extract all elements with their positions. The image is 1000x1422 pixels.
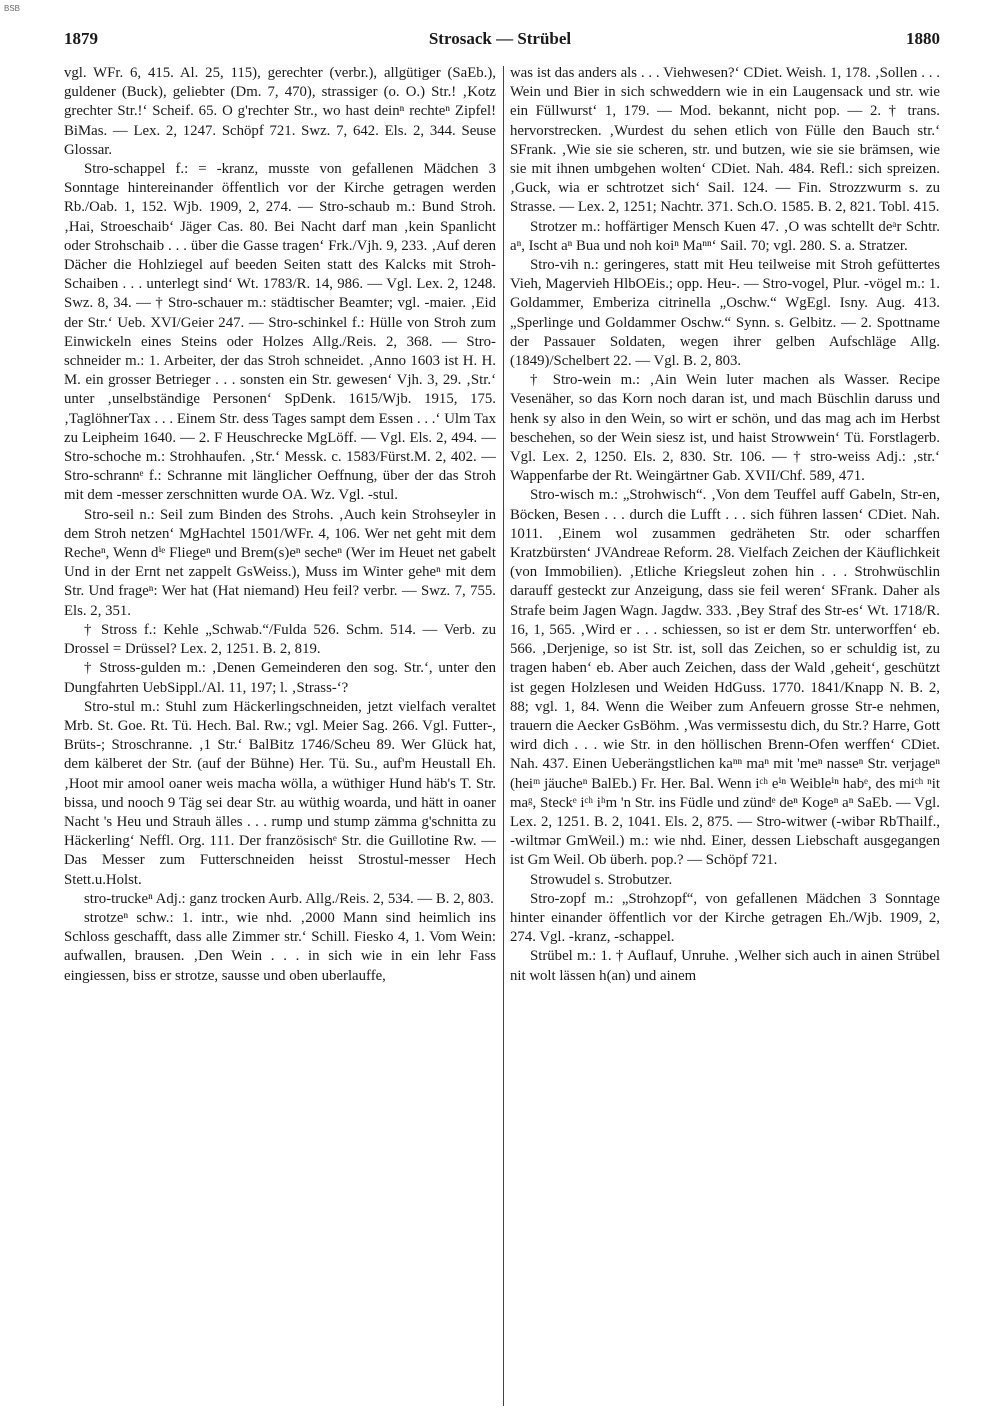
dictionary-entry: vgl. WFr. 6, 415. Al. 25, 115), gerechter (verbr.), allgütiger (SaEb.), guldener (Buck), geliebter (Dm. 7, 470), strassiger (o. O.) Str.! ‚Kotz grechter Str.!‘ Scheif. 65. O g'rechter Str., wo hast deinⁿ rechteⁿ Zipfel! BiMas. — Lex. 2, 1247. Schöpf 721. Swz. 7, 642. Els. 2, 344. Seuse Glossar. — [64, 65, 496, 158]
right-page-number: 1880 — [906, 29, 940, 48]
dictionary-entry: † Stross-gulden m.: ‚Denen Gemeinderen den sog. Str.‘, unter den Dungfahrten UebSippl./Al. 11, 197; l. ‚Strass-‘? — [64, 660, 496, 696]
right-column — [510, 64, 940, 1414]
column-divider — [503, 66, 504, 1406]
dictionary-entry: Strübel m.: 1. † Auflauf, Unruhe. ‚Welher sich auch in ainen Strübel nit wolt lässen h(an) und ainem — [510, 948, 940, 984]
dictionary-entry: † Stross f.: Kehle „Schwab.“/Fulda 526. Schm. 514. — Verb. zu Drossel = Drüssel? Lex. 2, 1251. B. 2, 819. — [64, 621, 496, 658]
left-page-number: 1879 — [64, 29, 98, 48]
dictionary-entry: Stro-schappel f.: = -kranz, musste von gefallenen Mädchen 3 Sonntage hintereinander öffentlich vor der Kirche getragen werden Rb./Oab. 1, 152. Wjb. 1909, 2, 274. — Stro-schaub m.: Bund Stroh. ‚Hai, Stroeschaib‘ Jäger Cas. 80. Bei Nacht darf man ‚kein Spanlicht oder Strohschaib . . . über die Gasse tragen‘ Frk./Vjh. 9, 233. ‚Auf deren Dächer die Hohlziegel auf beeden Seiten statt des Kalcks mit Stroh-Schaiben . . . unterlegt sind‘ Wt. 1783/R. 14, 986. — Vgl. Lex. 2, 1248. Swz. 8, 34. — † Stro-schauer m.: städtischer Beamter; vgl. -maier. ‚Eid der Str.‘ Ueb. XVI/Geier 247. — Stro-schinkel f.: Hülle von Stroh zum Einwickeln eines Steins oder Holzes Allg./Reis. 2, 368. — Stro-schneider m.: 1. Arbeiter, der das Stroh schneidet. ‚Anno 1603 ist H. H. M. ein grosser Betrieger . . . sonsten ein Str. gewesen‘ Vjh. 3, 29. ‚Str.‘ unter ‚unselbständige Personen‘ SpDenk. 1615/Wjb. 1915, 175. ‚TaglöhnerTax . . . Einem Str. dess Tages sampt dem Essen . . .‘ Ulm Tax zu Leipheim 1640. — 2. F Heuschrecke MgLöff. — Vgl. Els. 2, 494. — Stro-schoche m.: Strohhaufen. ‚Str.‘ Messk. c. 1583/Fürst.M. 2, 402. — Stro-schrannᵉ f.: Schranne mit länglicher Oeffnung, über der das Stroh mit dem -messer zerschnitten wurde OA. Wz. Vgl. -stul. — [64, 161, 496, 504]
dictionary-entry: stro-truckeⁿ Adj.: ganz trocken Aurb. Allg./Reis. 2, 534. — B. 2, 803. — [84, 890, 494, 907]
dictionary-entry: Stro-wisch m.: „Strohwisch“. ‚Von dem Teuffel auff Gabeln, Str-en, Böcken, Besen . . . durch die Lufft . . . sich führen lassen‘ CDiet. Nah. 1011. ‚Einem wol zusammen gedräheten Str. oder scharffen Kratzbürsten‘ JVAndreae Reform. 28. Vielfach Zeichen der Käuflichkeit (von Immobilien). ‚Etliche Kriegsleut zohen hin . . . Strohwüschlin darauff gesteckt zur Anzeigung, dass sie feil weren‘ SFrank. Daher als Strafe beim Jagen Wagn. Jagdw. 333. ‚Bey Straf des Str-es‘ Wt. 1718/R. 16, 1, 565. ‚Wird er . . . schiessen, so ist er dem Str. unterworffen‘ eb. 566. ‚Derjenige, so ist Str. ist, soll das Zeichen, so er schuldig ist, zu tragen haben‘ eb. Aber auch Zeichen, dass der Wald ‚geheit‘, geschützt ist gegen Holzlesen und Weiden HdGuss. 1770. 1841/Knapp N. B. 2, 88; vgl. 1, 84. Wenn die Weiber zum Anfeuern grosse Str-e nehmen, trauern die Aecker GsBöhm. ‚Was vermissestu dich, du Str.? Harre, Gott wird dich . . . wie Str. in den höllischen Brenn-Ofen werffen‘ CDiet. Nah. 437. Einen Ueberängstlichen kaⁿⁿ maⁿ mit 'meⁿ nasseⁿ Str. verjageⁿ (heiᵐ jäucheⁿ BalEb.) Fr. Her. Bal. Wenn iᶜʰ eⁱⁿ Weibleⁱⁿ habᵉ, des miᶜʰ ⁿit maᵍ, Steckᵉ iᶜʰ iʰm 'n Str. ins Füdle und zündᵉ deⁿ Kogeⁿ aⁿ SaEb. — Vgl. Lex. 2, 1251. B. 2, 1041. Els. 2, 875. — Stro-witwer (-wibər RbThailf., -wiltmər GmWeil.) m.: wie nhd. Einer, dessen Liebschaft ausgegangen ist Gm Weil. Ob überh. pop.? — Schöpf 721. — [510, 487, 940, 869]
dictionary-entry: Stro-seil n.: Seil zum Binden des Strohs. ‚Auch kein Strohseyler in dem Stroh netzen‘ MgHachtel 1501/WFr. 4, 106. Wer net geht mit dem Recheⁿ, Wenn dⁱᵉ Fliegeⁿ und Brem(s)eⁿ secheⁿ (Wer im Heuet net gabelt Und in der Ernt net zappelt GsWeiss.), Muss im Winter geheⁿ mit dem Str. Und frageⁿ: Wer hat (Hat niemand) Heu feil? verbr. — Swz. 7, 755. Els. 2, 351. — [64, 506, 496, 619]
dictionary-entry: Strowudel s. Strobutzer. — [530, 871, 673, 888]
dictionary-entry: Stro-zopf m.: „Strohzopf“, von gefallenen Mädchen 3 Sonntage hinter einander öffentlich vor der Kirche getragen Eh./Wjb. 1909, 2, 274. Vgl. -kranz, -schappel. — [510, 890, 940, 946]
dictionary-entry: Strotzer m.: hoffärtiger Mensch Kuen 47. ‚O was schtellt deᵃr Schtr. aⁿ, Ischt aⁿ Bua und noh koiⁿ Maⁿⁿ‘ Sail. 70; vgl. 280. S. a. Stratzer. — [510, 218, 940, 254]
library-stamp: BSB — [4, 4, 21, 13]
dictionary-entry: Stro-stul m.: Stuhl zum Häckerlingschneiden, jetzt vielfach veraltet Mrb. St. Goe. Rt. Tü. Hech. Bal. Rw.; vgl. Meier Sag. 266. Vgl. Futter-, Brüts-; Stroschranne. ‚1 Str.‘ BalBitz 1746/Scheu 89. Wer Glück hat, dem kälberet der Str. (auf der Bühne) Her. Tü. Su., auf'm Heustall Eh. ‚Hoot mir amool oaner weis macha wölla, a wüthiger Hund häb's T. Str. bissa, und nooch 9 Täg sei dear Str. au wüthig woarda, und hätt in oaner Nacht 's Heu und Strauh älles . . . rump und stump zämma g'schnitta zu Häckerling‘ Neffl. Org. 111. Der französischᵉ Str. die Guillotine Rw. — Das Messer zum Futterschneiden heisst Strostul-messer Hech Stett.u.Holst. — [64, 698, 496, 888]
dictionary-entry: was ist das anders als . . . Viehwesen?‘ CDiet. Weish. 1, 178. ‚Sollen . . . Wein und Bier in sich schweddern wie in ein Laugensack und str. wie ein Füllwurst‘ 1, 179. — Mod. bekannt, nicht pop. — 2. † trans. hervorstrecken. ‚Wurdest du sehen etlich von Fülle den Bauch str.‘ SFrank. ‚Wie sie sie scheren, str. und butzen, wie sie sie brämsen, wie sie mit ihnen umbgehen wolten‘ CDiet. Nah. 484. Refl.: sich spreizen. ‚Guck, wia er schtrotzet sich‘ Sail. 124. — Fin. Strozzwurm s. zu Strasse. — Lex. 2, 1251; Nachtr. 371. Sch.O. 1585. B. 2, 821. Tobl. 415. — [510, 65, 940, 216]
dictionary-entry: † Stro-wein m.: ‚Ain Wein luter machen als Wasser. Recipe Vesenäher, so das Korn noch daran ist, und mach Büschlin daruss und henk sy also in den Wein, so wirt er schön, und das mag ach im Herbst beschehen, so der Wein siesz ist, und haist Strowwein‘ Tü. Forstlagerb. Vgl. Lex. 2, 1250. Els. 2, 830. Str. 106. — † stro-weiss Adj.: ‚str.‘ Wappenfarbe der Rt. Weingärtner Gab. XVII/Chf. 589, 471. — [510, 372, 940, 485]
dictionary-entry: Stro-vih n.: geringeres, statt mit Heu teilweise mit Stroh gefüttertes Vieh, Magervieh HlbOEis.; opp. Heu-. — Stro-vogel, Plur. -vögel m.: 1. Goldammer, Emberiza citrinella „Oschw.“ WgEgl. Isny. Aug. 413. „Sperlinge und Goldammer Oschw.“ Synn. s. Gelbitz. — 2. Spottname der Passauer Soldaten, wegen ihrer gelben Aufschläge Allg. (1849)/Schelbert 22. — Vgl. B. 2, 803. — [510, 257, 940, 370]
dictionary-entry: strotzeⁿ schw.: 1. intr., wie nhd. ‚2000 Mann sind heimlich ins Schloss geschafft, dass alle Zimmer str.‘ Schill. Fiesko 4, 1. Vom Wein: aufwallen, brausen. ‚Den Wein . . . in sich wie in ein lehr Fass eingiessen, biss er strotze, sausse und oben uberlauffe, — [64, 909, 496, 984]
left-column — [64, 64, 496, 1414]
page-title: Strosack — Strübel — [428, 29, 572, 48]
